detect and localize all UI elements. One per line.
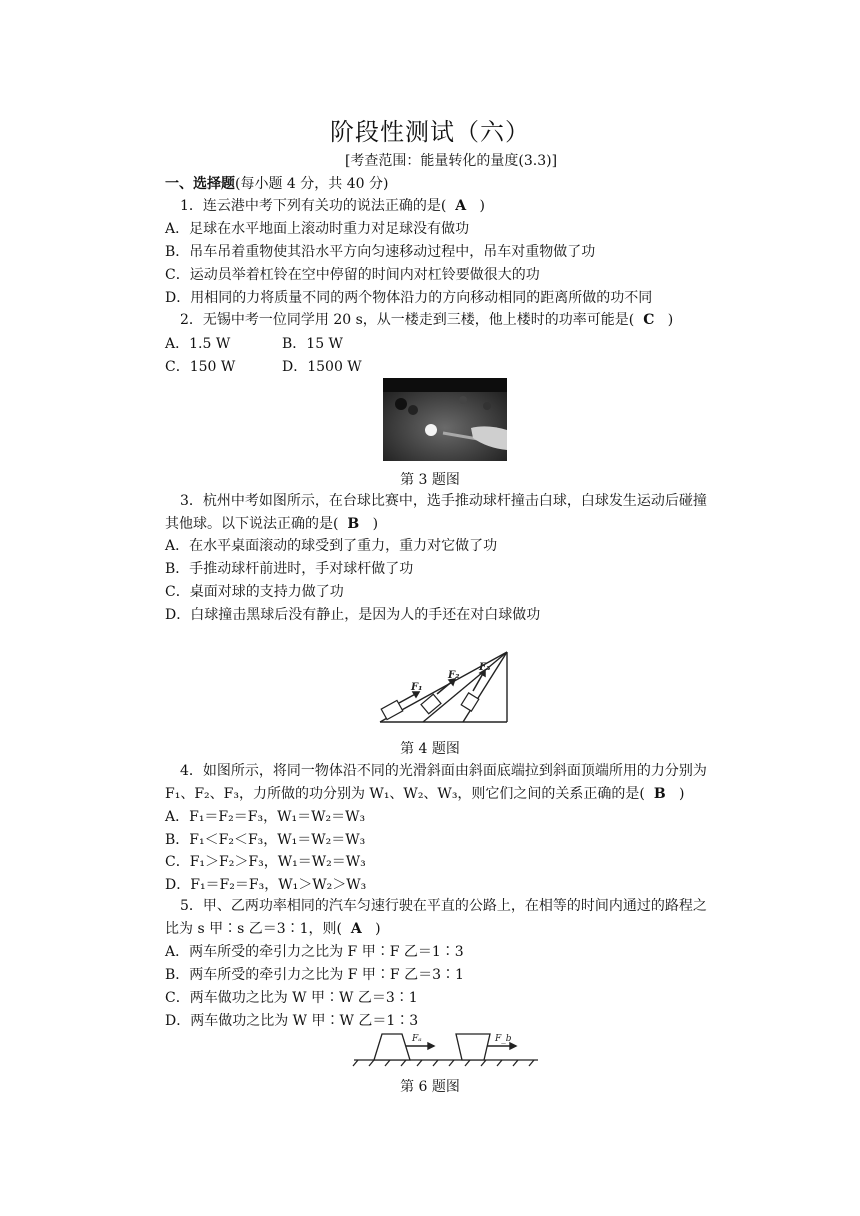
question-3-text: 其他球。以下说法正确的是( bbox=[165, 516, 339, 532]
question-2-close: ) bbox=[667, 312, 674, 328]
exam-scope: [考查范围：能量转化的量度(3.3)] bbox=[344, 153, 558, 169]
question-1-option-b: B．吊车吊着重物使其沿水平方向匀速移动过程中，吊车对重物做了功 bbox=[165, 244, 596, 260]
force-label-f1: F₁ bbox=[411, 682, 423, 693]
force-label-f3: F₃ bbox=[479, 662, 491, 673]
question-5-stem bbox=[165, 919, 381, 939]
question-5-text: 比为 s 甲∶s 乙＝3∶1，则( bbox=[165, 921, 342, 937]
blocks-diagram bbox=[352, 1030, 542, 1068]
question-5-option-c: C．两车做功之比为 W 甲∶W 乙＝3∶1 bbox=[165, 990, 418, 1006]
question-4-option-d: D．F₁＝F₂＝F₃，W₁＞W₂＞W₃ bbox=[165, 877, 367, 893]
question-3-close: ) bbox=[372, 516, 379, 532]
question-5-stem-line1: 5．甲、乙两功率相同的汽车匀速行驶在平直的公路上，在相等的时间内通过的路程之 bbox=[180, 898, 707, 914]
force-label-fb: F_b bbox=[495, 1034, 512, 1044]
figure-4-caption: 第 4 题图 bbox=[400, 741, 460, 757]
question-5-option-a: A．两车所受的牵引力之比为 F 甲∶F 乙＝1∶3 bbox=[165, 944, 464, 960]
question-4-stem-line1: 4．如图所示，将同一物体沿不同的光滑斜面由斜面底端拉到斜面顶端所用的力分别为 bbox=[180, 763, 707, 779]
question-4-option-c: C．F₁＞F₂＞F₃，W₁＝W₂＝W₃ bbox=[165, 854, 366, 870]
question-1-stem bbox=[180, 196, 485, 216]
question-1-close: ) bbox=[479, 198, 485, 214]
question-2-text: 2．无锡中考一位同学用 20 s，从一楼走到三楼，他上楼时的功率可能是( bbox=[180, 312, 635, 328]
section-note: (每小题 4 分，共 40 分) bbox=[235, 176, 389, 192]
question-2-stem bbox=[180, 310, 673, 330]
figure-3-caption: 第 3 题图 bbox=[400, 472, 460, 488]
question-2-option-d: D．1500 W bbox=[282, 359, 362, 375]
question-1-option-d: D．用相同的力将质量不同的两个物体沿力的方向移动相同的距离所做的功不同 bbox=[165, 290, 653, 306]
question-1-text: 1．连云港中考下列有关功的说法正确的是( bbox=[180, 198, 447, 214]
question-3-stem-line1: 3．杭州中考如图所示，在台球比赛中，选手推动球杆撞击白球，白球发生运动后碰撞 bbox=[180, 493, 707, 509]
question-5-option-d: D．两车做功之比为 W 甲∶W 乙＝1∶3 bbox=[165, 1013, 419, 1029]
question-1-option-c: C．运动员举着杠铃在空中停留的时间内对杠铃要做很大的功 bbox=[165, 267, 540, 283]
question-4-close: ) bbox=[679, 786, 685, 802]
question-3-option-a: A．在水平桌面滚动的球受到了重力，重力对它做了功 bbox=[165, 538, 498, 554]
question-5-close: ) bbox=[375, 921, 381, 937]
question-4-stem bbox=[165, 784, 684, 804]
question-4-text: F₁、F₂、F₃，力所做的功分别为 W₁、W₂、W₃，则它们之间的关系正确的是( bbox=[165, 786, 645, 802]
incline-diagram bbox=[375, 648, 515, 728]
question-5-answer: A bbox=[350, 921, 362, 937]
question-3-answer: B bbox=[347, 516, 360, 532]
question-3-option-c: C．桌面对球的支持力做了功 bbox=[165, 584, 344, 600]
question-4-option-b: B．F₁＜F₂＜F₃，W₁＝W₂＝W₃ bbox=[165, 832, 366, 848]
figure-6-caption: 第 6 题图 bbox=[400, 1079, 460, 1095]
question-1-option-a: A．足球在水平地面上滚动时重力对足球没有做功 bbox=[165, 221, 470, 237]
question-2-option-c: C．150 W bbox=[165, 359, 236, 375]
billiards-photo bbox=[383, 378, 507, 461]
question-2-answer: C bbox=[643, 312, 655, 328]
section-label: 一、选择题 bbox=[165, 176, 235, 192]
page-title: 阶段性测试（六） bbox=[330, 118, 530, 146]
question-4-option-a: A．F₁＝F₂＝F₃，W₁＝W₂＝W₃ bbox=[165, 809, 366, 825]
question-2-option-a: A．1.5 W bbox=[165, 336, 231, 352]
section-heading bbox=[165, 174, 388, 194]
question-4-answer: B bbox=[653, 786, 666, 802]
question-1-answer: A bbox=[455, 198, 467, 214]
question-3-option-d: D．白球撞击黑球后没有静止，是因为人的手还在对白球做功 bbox=[165, 607, 541, 623]
force-label-f2: F₂ bbox=[448, 670, 460, 681]
question-3-stem bbox=[165, 514, 378, 534]
force-label-fa: Fₐ bbox=[412, 1034, 422, 1044]
question-3-option-b: B．手推动球杆前进时，手对球杆做了功 bbox=[165, 561, 414, 577]
question-2-option-b: B．15 W bbox=[282, 336, 343, 352]
question-5-option-b: B．两车所受的牵引力之比为 F 甲∶F 乙＝3∶1 bbox=[165, 967, 464, 983]
